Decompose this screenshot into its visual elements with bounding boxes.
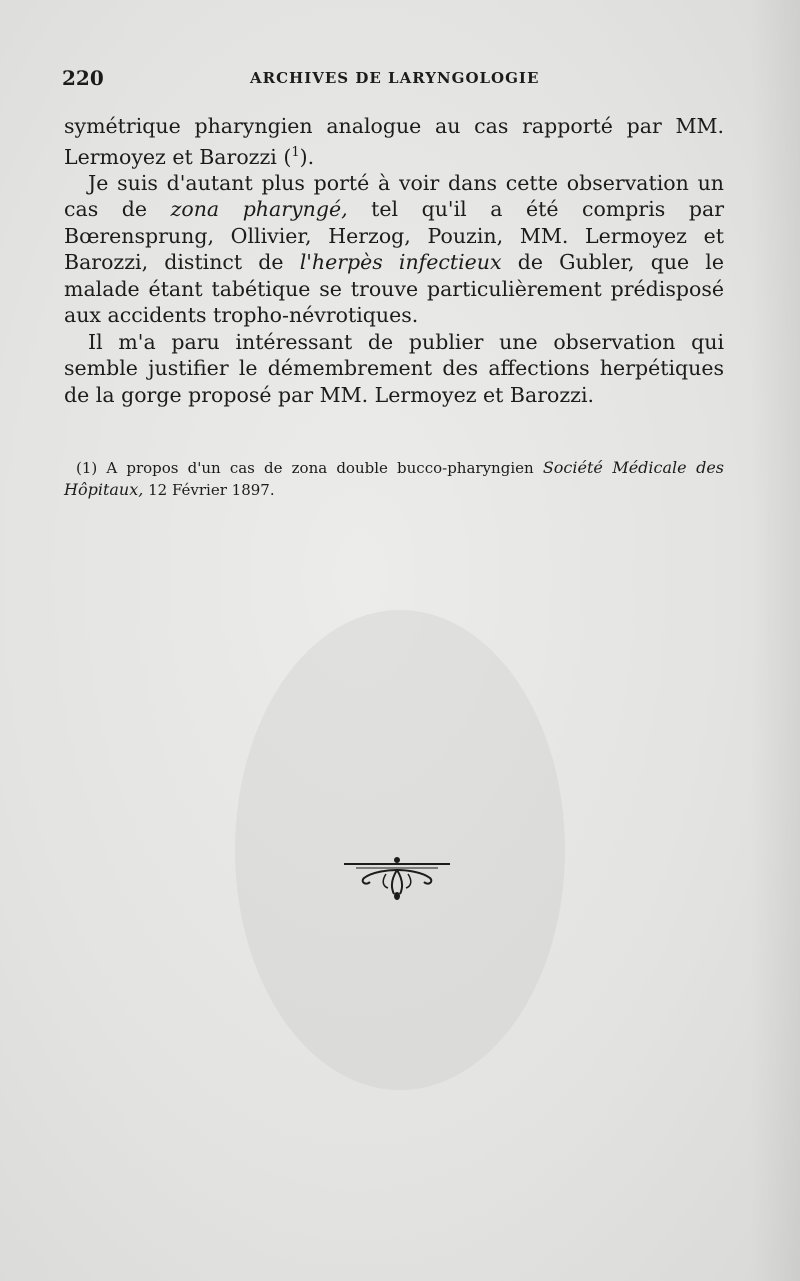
paragraph-2: [64, 170, 724, 329]
paragraph-2-text-a: Je suis d'autant plus porté à voir dans cette observation un cas de: [64, 170, 724, 222]
show-through-bleed: [235, 610, 565, 1090]
paragraph-3: [64, 329, 724, 409]
footnote-marker: (1): [76, 459, 98, 477]
paragraph-2-italic-b: l'herpès infectieux: [299, 250, 502, 275]
paragraph-2-text-b: tel qu'il a été compris par Bœrensprung, Ollivier, Herzog, Pouzin, MM. Lermoyez et Barozzi, distinct de: [64, 197, 724, 275]
footnote-text-b: 12 Février 1897.: [143, 481, 275, 499]
paragraph-2-italic-a: zona pharyngé,: [170, 197, 348, 222]
footnote-paragraph: [64, 457, 724, 501]
fleuron-ornament-icon: [342, 852, 452, 902]
footnote-italic: Société Médicale des Hôpitaux,: [64, 458, 724, 499]
paragraph-2-text-c: de Gubler, que le malade étant tabétique se trouve particulièrement prédisposé aux accidents tropho-névrotiques.: [64, 250, 724, 328]
paragraph-3-text: Il m'a paru intéressant de publier une observation qui semble justifier le démembrement des affections herpétiques de la gorge proposé par MM. Lermoyez et Barozzi.: [64, 329, 724, 407]
footnote-ref: 1: [291, 144, 300, 160]
paragraph-1-end: ).: [299, 144, 315, 169]
footnote: [64, 457, 724, 501]
running-title: ARCHIVES DE LARYNGOLOGIE: [250, 69, 540, 87]
page-number: 220: [62, 66, 104, 90]
page-edge-shadow: [750, 0, 800, 1281]
paragraph-1: [64, 113, 724, 170]
body-text: [64, 113, 724, 408]
paragraph-1-text: symétrique pharyngien analogue au cas rapporté par MM. Lermoyez et Barozzi (: [64, 114, 724, 169]
footnote-text-a: A propos d'un cas de zona double bucco-pharyngien: [97, 459, 543, 477]
page-header: [62, 66, 722, 96]
